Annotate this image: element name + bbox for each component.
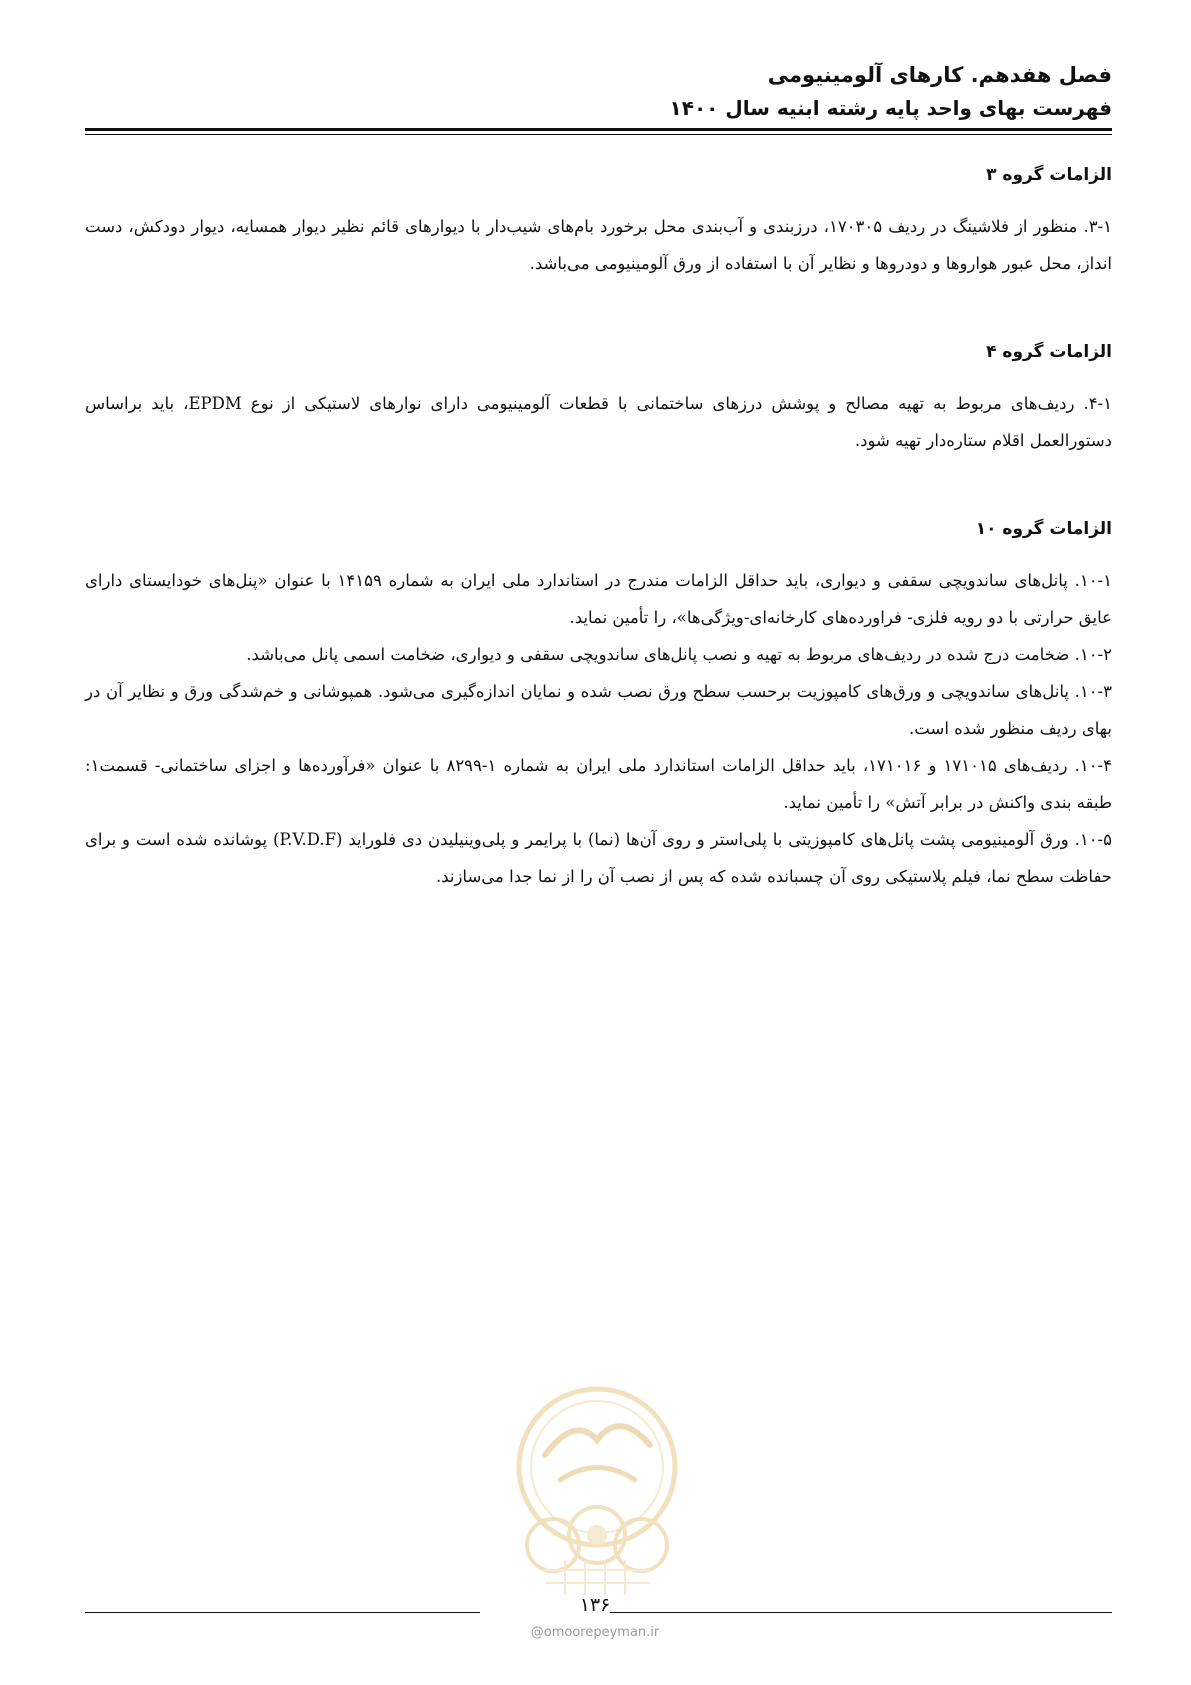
page-header (85, 58, 1112, 124)
section-title: الزامات گروه ۱۰ (975, 519, 1112, 539)
watermark-logo-icon (505, 1385, 690, 1600)
paragraph: ۱۰-۳. پانل‌های ساندویچی و ورق‌های کامپوزیت برحسب سطح ورق نصب شده و نمایان اندازه‌گیری می‌شود. همپوشانی و خم‌شدگی ورق و نظایر آن در بهای ردیف منظور شده است. (85, 682, 1112, 738)
header-rule-thick (85, 128, 1112, 131)
document-subtitle: فهرست بهای واحد پایه رشته ابنیه سال ۱۴۰۰ (669, 96, 1112, 120)
paragraph: ۱۰-۵. ورق آلومینیومی پشت پانل‌های کامپوزیتی با پلی‌استر و روی آن‌ها (نما) با پرایمر و پلی‌وینیلیدن دی فلوراید (P.V.D.F) پوشانده شده است و برای حفاظت سطح نما، فیلم پلاستیکی روی آن چسبانده شده که پس از نصب آن را از نما جدا می‌سازند. (85, 830, 1112, 886)
paragraph: ۴-۱. ردیف‌های مربوط به تهیه مصالح و پوشش درزهای ساختمانی با قطعات آلومینیومی دارای نوارهای لاستیکی از نوع EPDM، باید براساس دستورالعمل اقلام ستاره‌دار تهیه شود. (85, 394, 1112, 450)
section-title: الزامات گروه ۴ (986, 342, 1112, 362)
paragraph: ۱۰-۴. ردیف‌های ۱۷۱۰۱۵ و ۱۷۱۰۱۶، باید حداقل الزامات استاندارد ملی ایران به شماره ۱-۸۲۹۹ با عنوان «فرآورده‌ها و اجزای ساختمانی- قسمت۱: طبقه بندی واکنش در برابر آتش» را تأمین نماید. (85, 756, 1112, 812)
chapter-title: فصل هفدهم. کارهای آلومینیومی (767, 63, 1112, 87)
header-rule-thin (85, 134, 1112, 135)
website-watermark: @omoorepeyman.ir (530, 1625, 660, 1640)
section-group-10 (85, 514, 1112, 895)
page-number: ۱۳۶ (579, 1594, 611, 1616)
section-group-4 (85, 337, 1112, 459)
footer-rule-right (610, 1612, 1112, 1613)
paragraph: ۳-۱. منظور از فلاشینگ در ردیف ۱۷۰۳۰۵، درزبندی و آب‌بندی محل برخورد بام‌های شیب‌دار با دیوارهای قائم نظیر دیوار همسایه، دیوار دودکش، دست انداز، محل عبور هواروها و دودروها و نظایر آن با استفاده از ورق آلومینیومی می‌باشد. (85, 217, 1112, 273)
paragraph: ۱۰-۲. ضخامت درج شده در ردیف‌های مربوط به تهیه و نصب پانل‌های ساندویچی سقفی و دیواری، ضخامت اسمی پانل می‌باشد. (246, 645, 1112, 664)
section-group-3 (85, 160, 1112, 282)
footer-rule-left (85, 1612, 480, 1613)
section-title: الزامات گروه ۳ (986, 165, 1112, 185)
paragraph: ۱۰-۱. پانل‌های ساندویچی سقفی و دیواری، باید حداقل الزامات مندرج در استاندارد ملی ایران به شماره ۱۴۱۵۹ با عنوان «پنل‌های خودایستای دارای عایق حرارتی با دو رویه فلزی- فراورده‌های کارخانه‌ای-ویژگی‌ها»، را تأمین نماید. (85, 571, 1112, 627)
page-content (85, 160, 1112, 895)
